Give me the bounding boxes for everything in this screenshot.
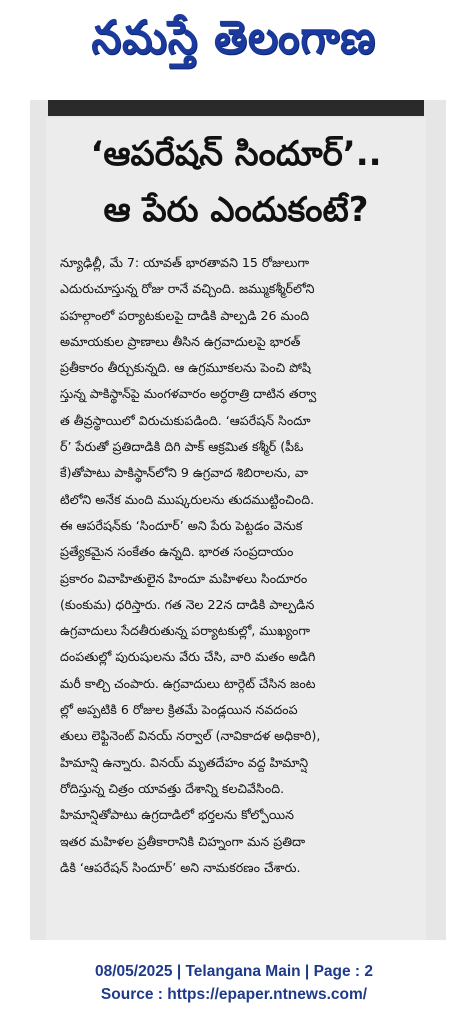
article-body-line: ప్రకారం వివాహితులైన హిందూ మహిళలు సిందూరం: [60, 570, 308, 586]
article-body-line: తులు లెఫ్టినెంట్ వినయ్ నర్వాల్ (నావికాదళ అధికారి),: [60, 728, 321, 744]
source-link[interactable]: Source : https://epaper.ntnews.com/: [100, 986, 368, 1003]
article-body-line: (కుంకుమ) ధరిస్తారు. గత నెల 22న దాడికి పాల్పడిన: [60, 596, 315, 612]
article-body-line: హిమాన్షితోపాటు ఉగ్రదాడిలో భర్తలను కోల్పోయిన: [60, 807, 294, 823]
article-body-line: మరీ కాల్చి చంపారు. ఉగ్రవాదులు టార్గెట్ చేసిన జంట: [60, 675, 316, 691]
article-body-line: ఉగ్రవాదులు సేదతీరుతున్న పర్యాటకుల్లో, ముఖ్యంగా: [60, 623, 310, 639]
edition-info: 08/05/2025 | Telangana Main | Page : 2: [94, 963, 374, 980]
article-body-line: ప్రతీకారం తీర్చుకున్నది. ఆ ఉగ్రమూకలను పెంచి పోషి: [60, 360, 311, 376]
article-body-line: ల్లో అప్పటికి 6 రోజుల క్రితమే పెండ్లయిన నవదంప: [60, 702, 298, 718]
article-body-line: కే)తోపాటు పాకిస్థాన్‌లోని 9 ఉగ్రవాద శిబిరాలను, వా: [60, 465, 309, 481]
clipping-top-image-strip: [48, 100, 424, 116]
article-body-line: దంపతుల్లో పురుషులను వేరు చేసి, వారి మతం అడిగి: [60, 649, 316, 665]
article-body-line: స్తున్న పాకిస్థాన్‌పై మంగళవారం అర్ధరాత్రి దాటిన తర్వా: [60, 386, 317, 402]
headline-line-2: ఆ పేరు ఎందుకంటే?: [103, 190, 369, 230]
newspaper-masthead: [0, 0, 468, 86]
article-body: [60, 250, 422, 881]
article-body-line: ఇతర మహిళల ప్రతీకారానికి చిహ్నంగా మన ప్రతిదా: [60, 833, 306, 849]
article-body-line: ఎదురుచూస్తున్న రోజు రానే వచ్చింది. జమ్ముకశ్మీర్‌లోని: [60, 281, 315, 297]
article-headline: [46, 126, 426, 238]
article-body-line: త తీవ్రస్థాయిలో విరుచుకుపడింది. ‘ఆపరేషన్ సిందూ: [60, 412, 311, 428]
article-body-line: రోదిస్తున్న చిత్రం యావత్తు దేశాన్ని కలచివేసింది.: [60, 780, 285, 796]
article-body-line: ర్’ పేరుతో ప్రతిదాడికి దిగి పాక్ ఆక్రమిత కశ్మీర్ (పీఓ: [60, 439, 304, 455]
article-body-line: న్యూఢిల్లీ, మే 7: యావత్ భారతావని 15 రోజులుగా: [60, 255, 310, 270]
headline-line-1: ‘ఆపరేషన్ సిందూర్’..: [90, 134, 382, 174]
article-body-line: హిమాన్షి ఉన్నారు. వినయ్ మృతదేహం వద్ద హిమాన్షి: [60, 754, 309, 770]
page-footer: [0, 960, 468, 1006]
article-body-line: అమాయకుల ప్రాణాలు తీసిన ఉగ్రవాదులపై భారత్: [60, 333, 301, 349]
article-body-line: ఈ ఆపరేషన్‌కు ‘సిందూర్’ అని పేరు పెట్టడం వెనుక: [60, 517, 303, 533]
masthead-title: నమస్తే తెలంగాణ: [91, 10, 377, 64]
article-body-line: పహల్గాంలో పర్యాటకులపై దాడికి పాల్పడి 26 మంది: [60, 307, 310, 323]
article-body-line: ప్రత్యేకమైన సంకేతం ఉన్నది. భారత సంప్రదాయం: [60, 544, 294, 560]
article-body-line: డికి ‘ఆపరేషన్ సిందూర్’ అని నామకరణం చేశారు.: [60, 859, 301, 875]
article-body-line: టిలోని అనేక మంది ముష్కరులను తుదముట్టించింది.: [60, 491, 315, 507]
